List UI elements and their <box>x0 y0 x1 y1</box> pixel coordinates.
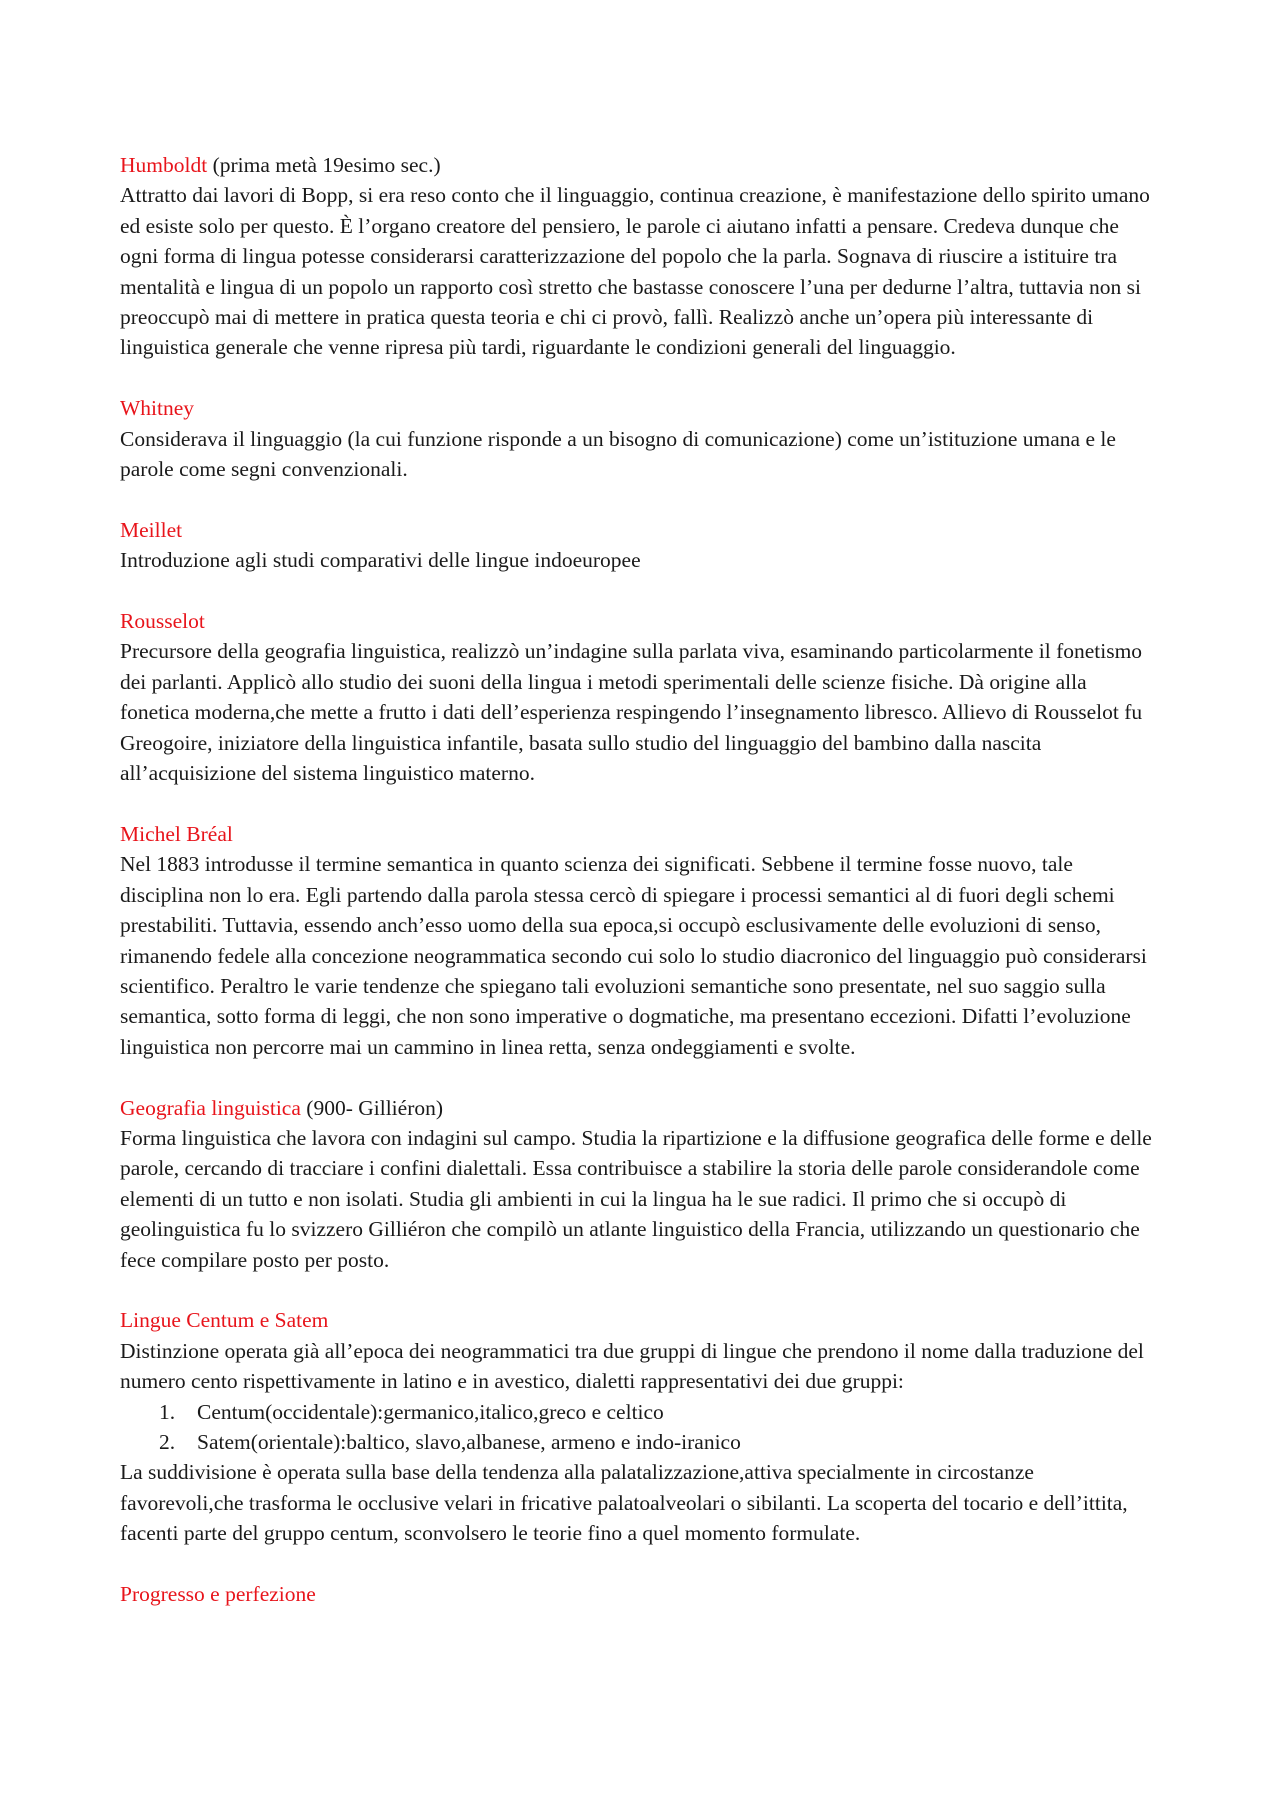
section-heading <box>120 1579 1160 1609</box>
section-title: Humboldt <box>120 153 208 177</box>
list-item <box>120 1397 1160 1427</box>
list-item-number: 1. <box>159 1399 176 1424</box>
section-progresso <box>120 1579 1160 1609</box>
section-rousselot <box>120 606 1160 788</box>
list-item-text: Satem(orientale):baltico, slavo,albanese, armeno e indo-iranico <box>197 1429 741 1454</box>
section-heading <box>120 819 1160 849</box>
section-heading <box>120 515 1160 545</box>
section-title: Rousselot <box>120 609 205 634</box>
section-heading <box>120 1305 1160 1335</box>
section-title: Lingue Centum e Satem <box>120 1308 329 1333</box>
section-title: Whitney <box>120 396 195 421</box>
list-item-number: 2. <box>159 1429 176 1454</box>
section-heading <box>120 1093 1160 1123</box>
section-note: (900- Gilliéron) <box>300 1095 444 1120</box>
section-heading <box>120 393 1160 423</box>
list-item-text: Centum(occidentale):germanico,italico,greco e celtico <box>197 1399 664 1424</box>
list-item <box>120 1427 1160 1457</box>
section-title: Meillet <box>120 517 183 542</box>
section-breal <box>120 819 1160 1062</box>
section-geografia-linguistica <box>120 1093 1160 1275</box>
section-paragraph: Introduzione agli studi comparativi delle lingue indoeuropee <box>120 548 641 573</box>
document-page <box>120 150 1160 1640</box>
section-paragraph: Nel 1883 introdusse il termine semantica in quanto scienza dei significati. Sebbene il termine fosse nuovo, tale disciplina non lo era. Egli partendo dalla parola stessa cercò di spiegare i processi semantici al di fuori degli schemi prestabiliti. Tuttavia, essendo anch’esso uomo della sua epoca,si occupò esclusivamente delle evoluzioni di senso, rimanendo fedele alla concezione neogrammatica secondo cui solo lo studio diacronico del linguaggio può considerarsi scientifico. Peraltro le varie tendenze che spiegano tali evoluzioni semantiche sono presentate, nel suo saggio sulla semantica, sotto forma di leggi, che non sono imperative o dogmatiche, ma presentano eccezioni. Difatti l’evoluzione linguistica non percorre mai un cammino in linea retta, senza ondeggiamenti e svolte. <box>120 852 1147 1059</box>
section-note: (prima metà 19esimo sec.) <box>207 153 441 177</box>
section-paragraph: Precursore della geografia linguistica, realizzò un’indagine sulla parlata viva, esaminando particolarmente il fonetismo dei parlanti. Applicò allo studio dei suoni della lingua i metodi sperimentali delle scienze fisiche. Dà origine alla fonetica moderna,che mette a frutto i dati dell’esperienza respingendo l’insegnamento libresco. Allievo di Rousselot fu Greogoire, iniziatore della linguistica infantile, basata sullo studio del linguaggio del bambino dalla nascita all’acquisizione del sistema linguistico materno. <box>120 639 1143 786</box>
numbered-list <box>120 1397 1160 1458</box>
section-meillet <box>120 515 1160 576</box>
section-paragraph: Attratto dai lavori di Bopp, si era reso conto che il linguaggio, continua creazione, è manifestazione dello spirito umano ed esiste solo per questo. È l’organo creatore del pensiero, le parole ci aiutano infatti a pensare. Credeva dunque che ogni forma di lingua potesse considerarsi caratterizzazione del popolo che la parla. Sognava di riuscire a istituire tra mentalità e lingua di un popolo un rapporto così stretto che bastasse conoscere l’una per dedurne l’altra, tuttavia non si preoccupò mai di mettere in pratica questa teoria e chi ci provò, fallì. Realizzò anche un’opera più interessante di linguistica generale che venne ripresa più tardi, riguardante le condizioni generali del linguaggio. <box>120 183 1150 360</box>
section-centum-satem <box>120 1305 1160 1548</box>
section-title: Geografia linguistica <box>120 1095 301 1120</box>
section-heading <box>120 150 1160 180</box>
section-paragraph: Forma linguistica che lavora con indagini sul campo. Studia la ripartizione e la diffusione geografica delle forme e delle parole, cercando di tracciare i confini dialettali. Essa contribuisce a stabilire la storia delle parole considerandole come elementi di un tutto e non isolati. Studia gli ambienti in cui la lingua ha le sue radici. Il primo che si occupò di geolinguistica fu lo svizzero Gilliéron che compilò un atlante linguistico della Francia, utilizzando un questionario che fece compilare posto per posto. <box>120 1125 1152 1272</box>
section-outro: La suddivisione è operata sulla base della tendenza alla palatalizzazione,attiva specialmente in circostanze favorevoli,che trasforma le occlusive velari in fricative palatoalveolari o sibilanti. La scoperta del tocario e dell’ittita, facenti parte del gruppo centum, sconvolsero le teorie fino a quel momento formulate. <box>120 1460 1128 1546</box>
section-title: Progresso e perfezione <box>120 1581 316 1606</box>
section-heading <box>120 606 1160 636</box>
section-whitney <box>120 393 1160 484</box>
section-humboldt <box>120 150 1160 363</box>
section-intro: Distinzione operata già all’epoca dei neogrammatici tra due gruppi di lingue che prendono il nome dalla traduzione del numero cento rispettivamente in latino e in avestico, dialetti rappresentativi dei due gruppi: <box>120 1338 1144 1394</box>
section-title: Michel Bréal <box>120 821 233 846</box>
section-paragraph: Considerava il linguaggio (la cui funzione risponde a un bisogno di comunicazione) come un’istituzione umana e le parole come segni convenzionali. <box>120 426 1116 482</box>
